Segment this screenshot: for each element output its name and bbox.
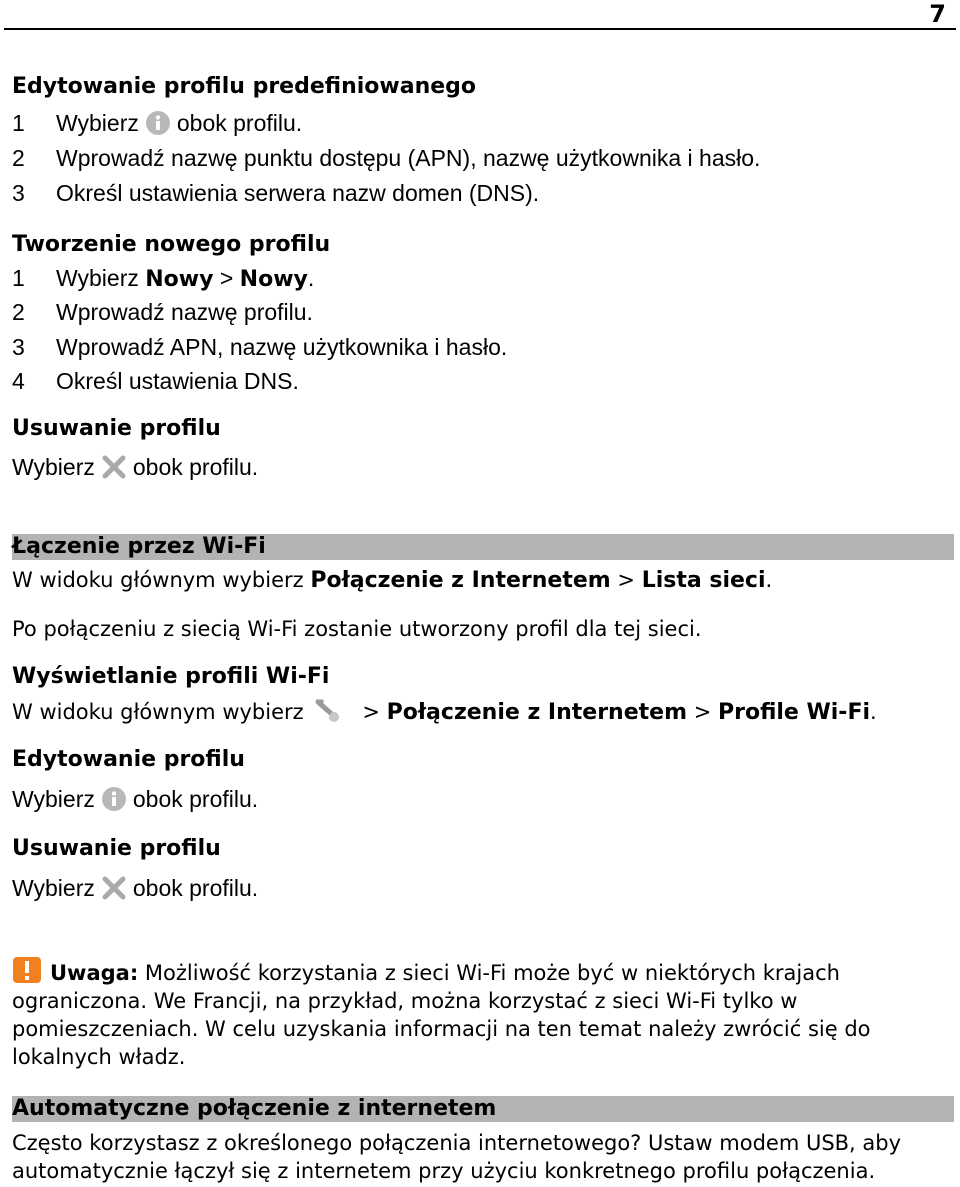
step-number: 3 [12, 334, 25, 360]
instruction-end: . [870, 700, 877, 724]
view-instruction [12, 698, 877, 725]
menu-network-list: Lista sieci [641, 568, 766, 593]
step-create-3 [12, 334, 507, 361]
step-text: obok profilu. [176, 110, 303, 136]
heading-create-profile: Tworzenie nowego profilu [12, 232, 331, 257]
section-band-auto-connection: Automatyczne połączenie z internetem [12, 1096, 954, 1122]
menu-internet-connection: Połączenie z Internetem [310, 568, 611, 593]
delete-instruction-2 [12, 875, 258, 902]
top-rule [4, 28, 956, 30]
menu-new: Nowy [145, 267, 214, 292]
step-create-2 [12, 299, 313, 326]
step-create-4 [12, 368, 299, 395]
delete-instruction [12, 454, 258, 481]
step-number: 4 [12, 368, 25, 394]
step-number: 3 [12, 180, 25, 206]
instruction-end: . [765, 568, 773, 592]
instruction-text: obok profilu. [132, 454, 259, 480]
info-icon [145, 110, 171, 136]
heading-delete-profile: Usuwanie profilu [12, 416, 221, 441]
step-number: 2 [12, 145, 25, 171]
step-edit-2 [12, 145, 760, 172]
menu-internet-connection: Połączenie z Internetem [386, 700, 687, 725]
menu-new-item: Nowy [239, 267, 308, 292]
cross-icon [101, 875, 127, 901]
step-text: Określ ustawienia DNS. [56, 368, 299, 394]
step-text: Wprowadź nazwę punktu dostępu (APN), nazwę użytkownika i hasło. [56, 145, 761, 171]
note-text: Możliwość korzystania z sieci Wi-Fi może być w niektórych krajach ograniczona. We Francji, na przykład, można korzystać z sieci Wi-Fi tylko w pomieszczeniach. W celu uzyskania informacji na ten temat należy zwrócić się do lokalnych władz. [12, 961, 871, 1069]
heading-edit-profile: Edytowanie profilu [12, 747, 245, 772]
separator: > [219, 265, 234, 291]
step-text: Wprowadź APN, nazwę użytkownika i hasło. [56, 334, 508, 360]
instruction-text: Wybierz [12, 786, 95, 812]
separator: > [693, 700, 712, 724]
step-create-1 [12, 265, 314, 292]
step-edit-1 [12, 110, 302, 137]
separator: > [362, 700, 380, 724]
step-text: Wprowadź nazwę profilu. [56, 299, 313, 325]
instruction-text: obok profilu. [132, 786, 259, 812]
edit-instruction [12, 786, 258, 813]
warning-note [12, 956, 942, 1071]
warning-icon [12, 956, 42, 984]
cross-icon [101, 454, 127, 480]
step-edit-3 [12, 180, 539, 207]
step-text: Wybierz [56, 110, 139, 136]
wifi-info-text: Po połączeniu z siecią Wi-Fi zostanie utworzony profil dla tej sieci. [12, 617, 702, 641]
step-number: 1 [12, 265, 25, 291]
instruction-text: Wybierz [12, 875, 95, 901]
auto-connection-text: Często korzystasz z określonego połączenia internetowego? Ustaw modem USB, aby automatycznie łączył się z internetem przy użyciu konkretnego profilu połączenia. [12, 1131, 902, 1183]
separator: > [617, 568, 635, 592]
section-band-wifi: Łączenie przez Wi-Fi [12, 534, 954, 560]
wifi-instruction [12, 568, 772, 593]
instruction-text: W widoku głównym wybierz [12, 568, 304, 592]
page-number: 7 [929, 0, 946, 28]
note-label: Uwaga: [50, 961, 139, 985]
step-text: Określ ustawienia serwera nazw domen (DNS). [56, 180, 540, 206]
step-end: . [307, 265, 315, 291]
menu-wifi-profiles: Profile Wi-Fi [717, 700, 871, 725]
heading-delete-profile-2: Usuwanie profilu [12, 836, 221, 861]
step-number: 2 [12, 299, 25, 325]
step-text: Wybierz [56, 265, 139, 291]
instruction-text: W widoku głównym wybierz [12, 700, 304, 724]
info-icon [101, 786, 127, 812]
wrench-icon [310, 698, 350, 724]
heading-view-wifi-profiles: Wyświetlanie profili Wi-Fi [12, 664, 330, 689]
instruction-text: obok profilu. [132, 875, 259, 901]
heading-edit-predefined: Edytowanie profilu predefiniowanego [12, 74, 477, 99]
instruction-text: Wybierz [12, 454, 95, 480]
step-number: 1 [12, 110, 25, 136]
